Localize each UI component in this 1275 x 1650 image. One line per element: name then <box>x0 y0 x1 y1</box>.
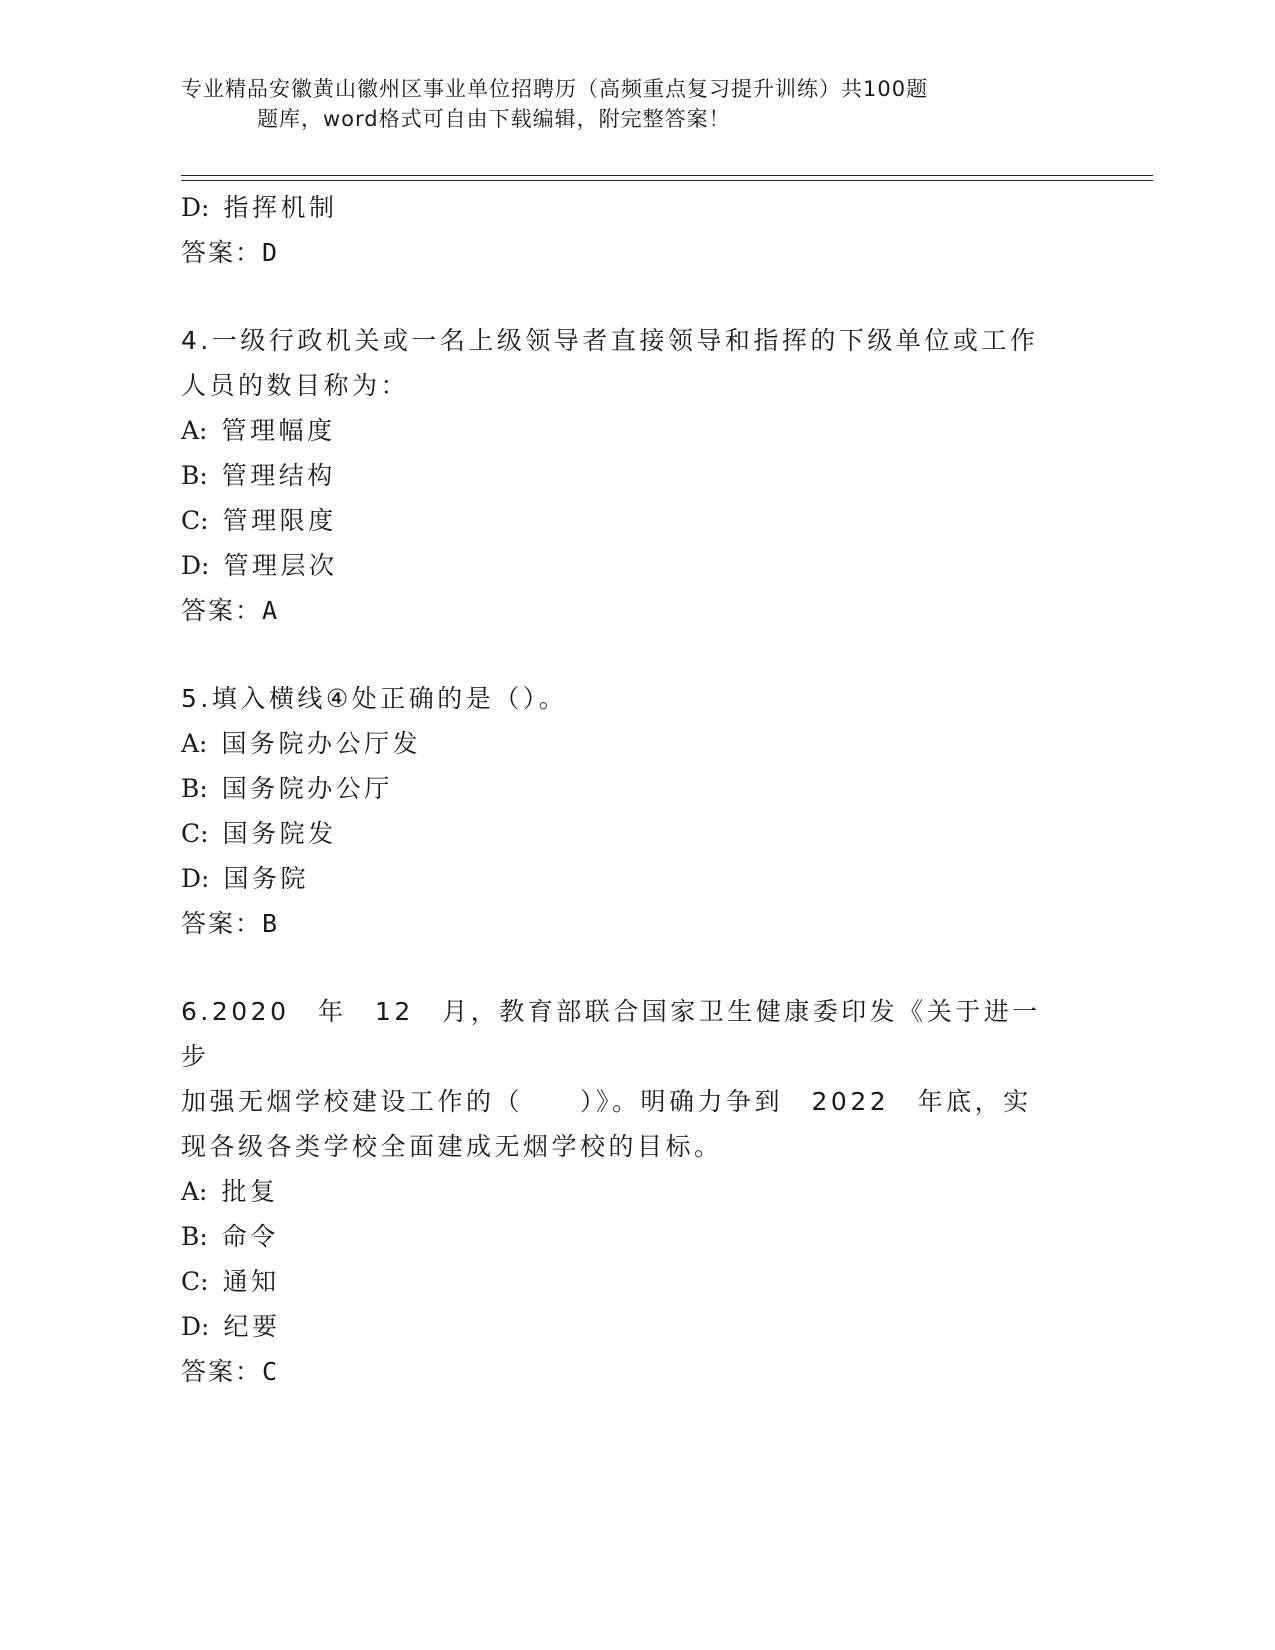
option-letter: C: <box>181 1267 209 1296</box>
option-a <box>181 721 1061 766</box>
option-letter: A: <box>181 416 208 445</box>
option-letter: D: <box>181 1312 210 1341</box>
option-a <box>181 408 1061 453</box>
answer-value: D <box>262 238 280 267</box>
option-text: 国务院发 <box>222 819 337 848</box>
document-header <box>181 74 1041 134</box>
option-c <box>181 811 1061 856</box>
option-d <box>181 1304 1061 1349</box>
answer-value: C <box>262 1357 280 1386</box>
option-letter: B: <box>181 1222 208 1251</box>
header-line-1: 专业精品安徽黄山徽州区事业单位招聘历（高频重点复习提升训练）共100题 <box>181 77 929 101</box>
header-divider-top <box>181 175 1153 176</box>
option-a <box>181 1169 1061 1214</box>
question-stem-line: 5.填入横线④处正确的是（）。 <box>181 684 568 713</box>
question-spacer <box>181 634 1061 676</box>
option-letter: B: <box>181 774 208 803</box>
answer-label: 答案： <box>181 1357 263 1386</box>
option-text: 通知 <box>222 1267 280 1296</box>
option-text: 管理层次 <box>223 551 338 580</box>
option-c <box>181 498 1061 543</box>
answer-value: A <box>262 596 280 625</box>
option-letter: C: <box>181 506 209 535</box>
answer-value: B <box>262 909 280 938</box>
answer-label: 答案： <box>181 238 263 267</box>
option-text: 国务院 <box>223 864 309 893</box>
question-6-stem <box>181 989 1061 1169</box>
option-text: 管理结构 <box>221 461 336 490</box>
option-text: 命令 <box>221 1222 279 1251</box>
option-b <box>181 453 1061 498</box>
question-stem-line: 人员的数目称为： <box>181 371 410 400</box>
option-b <box>181 766 1061 811</box>
answer-label: 答案： <box>181 909 263 938</box>
question-stem-line: 现各级各类学校全面建成无烟学校的目标。 <box>181 1132 723 1161</box>
option-text: 管理限度 <box>222 506 337 535</box>
option-b <box>181 1214 1061 1259</box>
answer-label: 答案： <box>181 596 263 625</box>
option-text: 纪要 <box>223 1312 281 1341</box>
option-letter: D: <box>181 864 210 893</box>
header-divider-bottom <box>181 180 1153 181</box>
option-text: 国务院办公厅 <box>221 774 393 803</box>
option-letter: D: <box>181 193 210 222</box>
question-4-stem <box>181 318 1061 408</box>
answer-line <box>181 230 1061 276</box>
option-d <box>181 185 1061 230</box>
question-spacer <box>181 947 1061 989</box>
question-content <box>181 185 1061 1395</box>
option-text: 管理幅度 <box>221 416 336 445</box>
option-d <box>181 543 1061 588</box>
option-text: 批复 <box>221 1177 279 1206</box>
option-d <box>181 856 1061 901</box>
question-5-stem <box>181 676 1061 721</box>
option-text: 国务院办公厅发 <box>221 729 421 758</box>
question-stem-line: 4.一级行政机关或一名上级领导者直接领导和指挥的下级单位或工作 <box>181 326 1039 355</box>
option-c <box>181 1259 1061 1304</box>
option-letter: A: <box>181 729 208 758</box>
question-stem-line: 6.2020 年 12 月，教育部联合国家卫生健康委印发《关于进一步 <box>181 997 1041 1071</box>
answer-line <box>181 1349 1061 1395</box>
option-letter: D: <box>181 551 210 580</box>
answer-line <box>181 588 1061 634</box>
answer-line <box>181 901 1061 947</box>
header-line-2: 题库，word格式可自由下载编辑，附完整答案！ <box>257 107 731 131</box>
question-stem-line: 加强无烟学校建设工作的（ ）》。明确力争到 2022 年底，实 <box>181 1087 1032 1116</box>
question-spacer <box>181 276 1061 318</box>
option-letter: C: <box>181 819 209 848</box>
option-letter: B: <box>181 461 208 490</box>
option-letter: A: <box>181 1177 208 1206</box>
option-text: 指挥机制 <box>223 193 338 222</box>
